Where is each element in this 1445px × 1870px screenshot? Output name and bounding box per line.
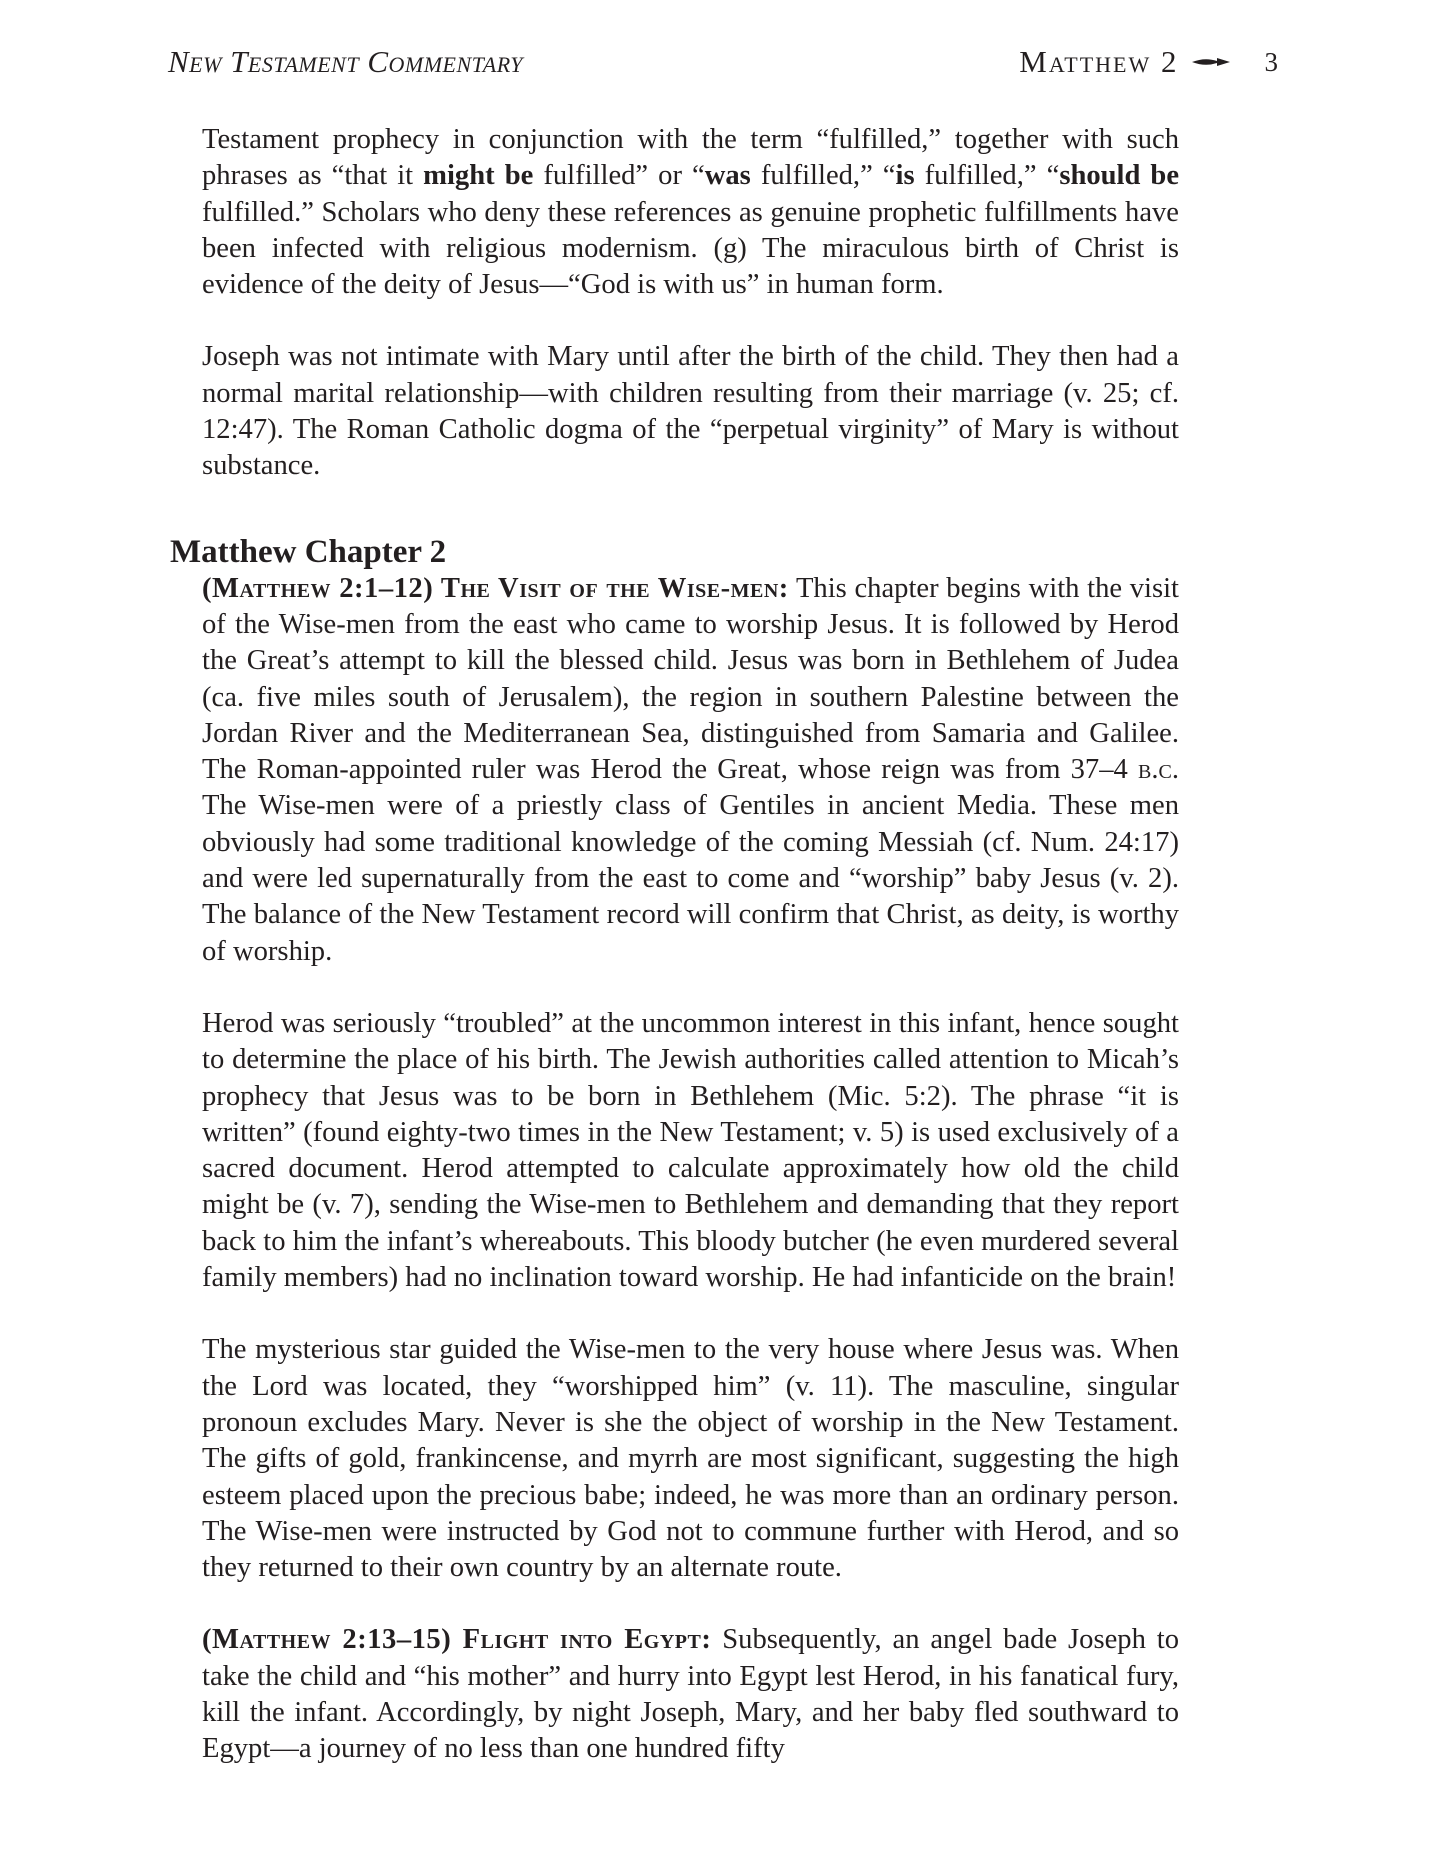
chapter-heading: Matthew Chapter 2 xyxy=(170,533,447,570)
arrow-right-icon xyxy=(1191,55,1231,69)
para1-text-5: fulfilled.” Scholars who deny these references as genuine prophetic fulfillments have been infected with religious modernism. (g) The miraculous birth of Christ is evidence of the deity of Jesus—“God is with us” in human form. xyxy=(202,196,1179,301)
para6-text: Subsequently, an angel bade Joseph to take the child and “his mother” and hurry into Egypt lest Herod, in his fanatical fury, kill the infant. Accordingly, by night Joseph, Mary, and her baby fled southward to Egypt—a journey of no less than one hundred fifty xyxy=(202,1624,1179,1765)
para1-text-4: fulfilled,” “ xyxy=(914,160,1060,192)
header-right xyxy=(1019,44,1278,80)
para3-text-1: This chapter begins with the visit of the Wise-men from the east who came to worship Jesus. It is followed by Herod the Great’s attempt to kill the blessed child. Jesus was born in Bethlehem of Judea (ca. five miles south of Jerusalem), the region in southern Palestine between the Jordan River and the Mediterranean Sea, distinguished from Samaria and Galilee. The Roman-appointed ruler was Herod the Great, whose reign was from 37–4 xyxy=(202,572,1179,786)
para1-bold-should-be: should be xyxy=(1059,160,1180,192)
para1-bold-was: was xyxy=(704,160,751,192)
book-title: New Testament Commentary xyxy=(168,44,523,79)
para1-text-1: Testament prophecy in conjunction with the term “fulfilled,” together with such phrases as “that it xyxy=(202,124,1179,192)
paragraph-mysterious-star: The mysterious star guided the Wise-men to the very house where Jesus was. When the Lord was located, they “worshipped him” (v. 11). The masculine, singular pronoun excludes Mary. Never is she the object of worship in the New Testament. The gifts of gold, frankincense, and myrrh are most significant, suggesting the high esteem placed upon the precious babe; indeed, he was more than an ordinary person. The Wise-men were instructed by God not to commune further with Herod, and so they returned to their own country by an alternate route. xyxy=(202,1334,1179,1584)
section-heading-flight-into-egypt: (Matthew 2:13–15) Flight into Egypt: xyxy=(202,1624,712,1656)
para3-text-2: The Wise-men were of a priestly class of Gentiles in ancient Media. These men obviously had some traditional knowledge of the coming Messiah (cf. Num. 24:17) and were led supernaturally from the east to come and “worship” baby Jesus (v. 2). The balance of the New Testament record will confirm that Christ, as deity, is worthy of worship. xyxy=(202,790,1179,967)
page-number: 3 xyxy=(1264,46,1278,77)
para1-bold-might-be: might be xyxy=(423,160,534,192)
running-header xyxy=(168,42,1278,82)
section-heading-visit-wise-men: (Matthew 2:1–12) The Visit of the Wise-men: xyxy=(202,572,789,604)
paragraph-joseph-mary: Joseph was not intimate with Mary until after the birth of the child. They then had a normal marital relationship—with children resulting from their marriage (v. 25; cf. 12:47). The Roman Catholic dogma of the “perpetual virginity” of Mary is without substance. xyxy=(202,341,1179,482)
para1-bold-is: is xyxy=(895,160,915,192)
para3-era-bc: b.c. xyxy=(1138,754,1179,786)
page-body xyxy=(170,122,1180,1804)
para1-text-3: fulfilled,” “ xyxy=(750,160,896,192)
chapter-reference: Matthew 2 xyxy=(1019,44,1179,79)
para1-text-2: fulfilled” or “ xyxy=(533,160,705,192)
paragraph-flight-into-egypt xyxy=(202,1622,1179,1767)
paragraph-visit-wise-men xyxy=(202,571,1179,970)
paragraph-herod-troubled: Herod was seriously “troubled” at the uncommon interest in this infant, hence sought to determine the place of his birth. The Jewish authorities called attention to Micah’s prophecy that Jesus was to be born in Bethlehem (Mic. 5:2). The phrase “it is written” (found eighty-two times in the New Testament; v. 5) is used exclusively of a sacred document. Herod attempted to calculate approximately how old the child might be (v. 7), sending the Wise-men to Bethlehem and demanding that they report back to him the infant’s whereabouts. This bloody butcher (he even murdered several family members) had no inclination toward worship. He had infanticide on the brain! xyxy=(202,1007,1179,1294)
paragraph-prophecy-fulfillment xyxy=(202,122,1179,303)
